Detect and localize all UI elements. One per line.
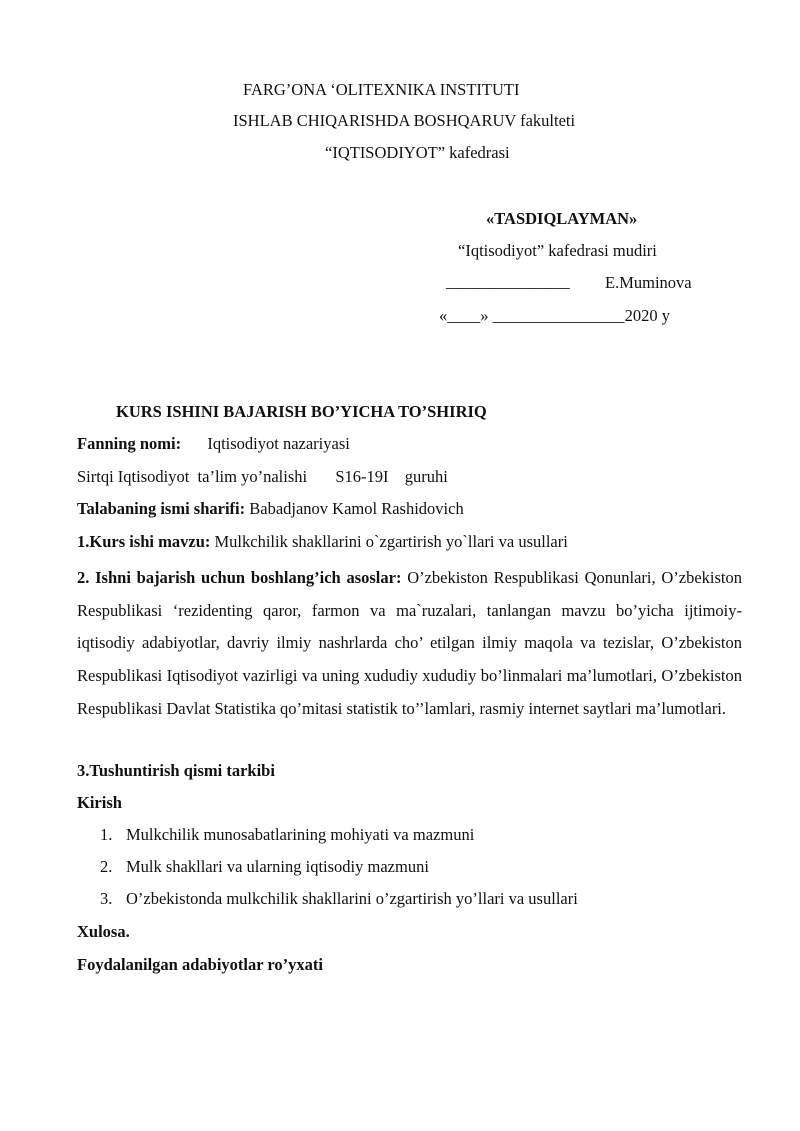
list-item-number: 2.: [100, 857, 113, 876]
basis-label: 2. Ishni bajarish uchun boshlang’ich asoslar:: [77, 568, 402, 587]
direction-line: [77, 467, 448, 487]
student-line: [77, 499, 464, 519]
student-name: Babadjanov Kamol Rashidovich: [249, 499, 464, 518]
references-label: Foydalanilgan adabiyotlar ro’yxati: [77, 955, 324, 974]
basis-paragraph: [77, 562, 742, 726]
list-item-number: 3.: [100, 889, 113, 908]
list-item-text: Mulk shakllari va ularning iqtisodiy mazmuni: [126, 857, 429, 876]
approval-date-line: «____» ________________2020 y: [439, 306, 670, 325]
approval-title: «TASDIQLAYMAN»: [486, 209, 638, 228]
list-item-number: 1.: [100, 825, 113, 844]
direction-text: Sirtqi Iqtisodiyot ta’lim yo’nalishi: [77, 467, 308, 486]
approval-position: “Iqtisodiyot” kafedrasi mudiri: [458, 241, 657, 260]
conclusion-label: Xulosa.: [77, 922, 130, 941]
list-item: [100, 825, 474, 845]
faculty-name: ISHLAB CHIQARISHDA BOSHQARUV fakulteti: [233, 111, 576, 130]
group-code: S16-19I: [335, 467, 389, 486]
subject-line: [77, 434, 350, 454]
department-name: “IQTISODIYOT” kafedrasi: [325, 143, 510, 162]
subject-label: Fanning nomi:: [77, 434, 182, 453]
institute-name: FARG’ONA ‘OLITEXNIKA INSTITUTI: [243, 80, 520, 99]
subject-value: Iqtisodiyot nazariyasi: [207, 434, 350, 453]
approval-signature-line: _______________: [446, 272, 570, 291]
topic-value: Mulkchilik shakllarini o`zgartirish yo`llari va usullari: [214, 532, 568, 551]
structure-label: 3.Tushuntirish qismi tarkibi: [77, 761, 275, 780]
list-item-text: O’zbekistonda mulkchilik shakllarini o’zgartirish yo’llari va usullari: [126, 889, 578, 908]
topic-label: 1.Kurs ishi mavzu:: [77, 532, 211, 551]
intro-label: Kirish: [77, 793, 122, 812]
list-item: [100, 889, 578, 909]
list-item-text: Mulkchilik munosabatlarining mohiyati va mazmuni: [126, 825, 475, 844]
student-label: Talabaning ismi sharifi:: [77, 499, 246, 518]
topic-line: [77, 532, 568, 552]
basis-text: O’zbekiston Respublikasi Qonunlari, O’zbekiston Respublikasi ‘rezidenting qaror, farmon va ma`ruzalari, tanlangan mavzu bo’yicha ijtimoiy-iqtisodiy adabiyotlar, davriy ilmiy nashrlarda cho’ etilgan ilmiy maqola va tezislar, O’zbekiston Respublikasi Iqtisodiyot vazirligi va uning xududiy xududiy bo’linmalari ma’lumotlari, O’zbekiston Respublikasi Davlat Statistika qo’mitasi statistik to’’lamlari, rasmiy internet saytlari ma’lumotlari.: [77, 568, 742, 718]
approval-name: E.Muminova: [605, 273, 692, 292]
group-word: guruhi: [404, 467, 448, 486]
list-item: [100, 857, 429, 877]
assignment-title: KURS ISHINI BAJARISH BO’YICHA TO’SHIRIQ: [116, 402, 487, 421]
